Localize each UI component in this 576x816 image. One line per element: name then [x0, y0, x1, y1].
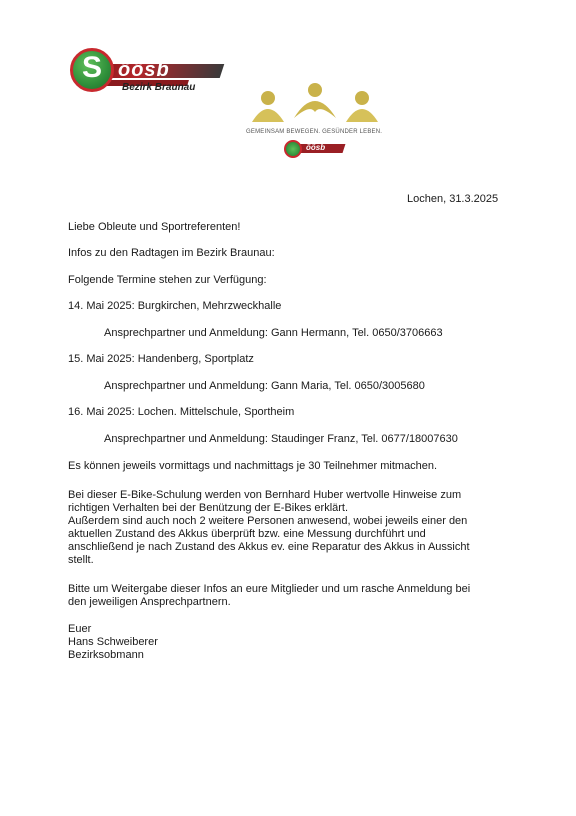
signatory-title: Bezirksobmann [68, 649, 144, 661]
date-line: Lochen, 31.3.2025 [407, 193, 499, 205]
event-contact: Ansprechpartner und Anmeldung: Staudinger Franz, Tel. 0677/18007630 [104, 433, 458, 445]
figures-icon [250, 82, 380, 126]
paragraph-line: anschließend je nach Zustand des Akkus ev. eine Reparatur des Akkus in Aussicht [68, 541, 470, 553]
paragraph-line: stellt. [68, 554, 94, 566]
event-contact: Ansprechpartner und Anmeldung: Gann Hermann, Tel. 0650/3706663 [104, 327, 443, 339]
event-date-place: 16. Mai 2025: Lochen. Mittelschule, Sportheim [68, 406, 295, 418]
mini-logo-circle [284, 140, 302, 158]
slogan-text: GEMEINSAM BEWEGEN. GESÜNDER LEBEN. [246, 129, 383, 135]
event-date-place: 15. Mai 2025: Handenberg, Sportplatz [68, 353, 254, 365]
event-date-place: 14. Mai 2025: Burgkirchen, Mehrzweckhalle [68, 300, 282, 312]
paragraph-line: Bitte um Weitergabe dieser Infos an eure Mitglieder und um rasche Anmeldung bei [68, 583, 471, 595]
signatory-name: Hans Schweiberer [68, 636, 158, 648]
mini-logo-wordmark: öösb [306, 143, 326, 152]
logo-wordmark: öösb [118, 59, 170, 81]
paragraph-line: Außerdem sind auch noch 2 weitere Personen anwesend, wobei jeweils einer den [68, 515, 468, 527]
salutation: Liebe Obleute und Sportreferenten! [68, 221, 241, 233]
paragraph-line: aktuellen Zustand des Akkus überprüft bzw. eine Messung durchführt und [68, 528, 426, 540]
dates-heading: Folgende Termine stehen zur Verfügung: [68, 274, 267, 286]
logo-letter: S [82, 51, 103, 84]
paragraph-line: Bei dieser E-Bike-Schulung werden von Bernhard Huber wertvolle Hinweise zum [68, 489, 462, 501]
mini-logo [284, 140, 346, 158]
logo-district: Bezirk Braunau [122, 82, 196, 93]
paragraph-line: richtigen Verhalten bei der Benützung der E-Bikes erklärt. [68, 502, 349, 514]
closing-line: Euer [68, 623, 92, 635]
event-contact: Ansprechpartner und Anmeldung: Gann Maria, Tel. 0650/3005680 [104, 380, 425, 392]
participants-note: Es können jeweils vormittags und nachmittags je 30 Teilnehmer mitmachen. [68, 460, 438, 472]
oeasb-logo [68, 44, 228, 104]
slogan-emblem [244, 82, 394, 172]
paragraph-line: den jeweiligen Ansprechpartnern. [68, 596, 231, 608]
intro: Infos zu den Radtagen im Bezirk Braunau: [68, 247, 275, 259]
